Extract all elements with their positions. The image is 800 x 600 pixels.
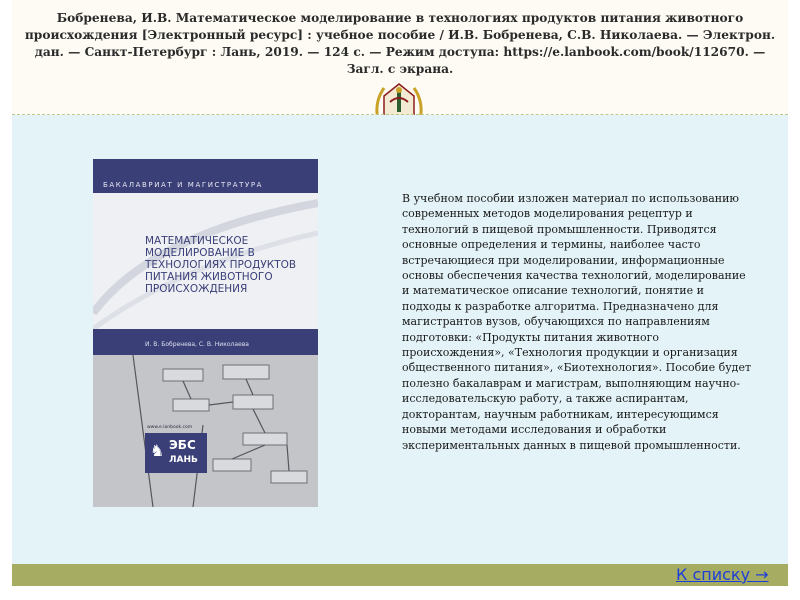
cover-title: МАТЕМАТИЧЕСКОЕ МОДЕЛИРОВАНИЕ В ТЕХНОЛОГИЯХ ПРОДУКТОВ ПИТАНИЯ ЖИВОТНОГО ПРОИСХОЖДЕНИЯ — [145, 235, 297, 295]
book-cover — [93, 159, 318, 507]
cover-flowchart-image — [93, 355, 318, 507]
cover-authors: И. В. Бобренева, С. В. Николаева — [145, 341, 249, 348]
back-to-list-link[interactable]: К списку → — [676, 565, 769, 584]
deer-icon: ♞ — [150, 441, 165, 460]
citation-header — [12, 0, 788, 114]
bibliographic-citation: Бобренева, И.В. Математическое моделирование в технологиях продуктов питания животного происхождения [Электронный ресурс] : учебное пособие / И.В. Бобренева, С.В. Николаева. — Электрон. дан. — Санкт-Петербург : Лань, 2019. — 124 с. — Режим доступа: https://e.lanbook.com/book/112670. — Загл. с экрана. — [24, 11, 776, 76]
book-description: В учебном пособии изложен материал по использованию современных методов моделирования рецептур и технологий в пищевой промышленности. Приводятся основные определения и термины, наиболее часто встречающиеся при моделировании, информационные основы обеспечения качества технологий, моделирование и математическое описание технологий, понятие и подходы к разработке алгоритма. Предназначено для магистрантов вузов, обучающихся по направлениям подготовки: «Продукты питания животного происхождения», «Технология продукции и организация общественного питания», «Биотехнология». Пособие будет полезно бакалаврам и магистрам, выполняющим научно-исследовательскую работу, а также аспирантам, докторантам, научным работникам, интересующимся новыми методами исследования и обработки экспериментальных данных в пищевой промышленности. — [402, 192, 752, 452]
cover-series-label: БАКАЛАВРИАТ И МАГИСТРАТУРА — [103, 181, 264, 189]
publisher-badge — [145, 425, 207, 473]
publisher-line1: ЭБС — [169, 438, 196, 452]
publisher-line2: ЛАНЬ — [169, 455, 198, 465]
bottom-bar — [12, 564, 788, 586]
slide-frame — [12, 0, 788, 588]
publisher-url: www.e.lanbook.com — [147, 425, 193, 430]
content-panel — [12, 115, 788, 564]
